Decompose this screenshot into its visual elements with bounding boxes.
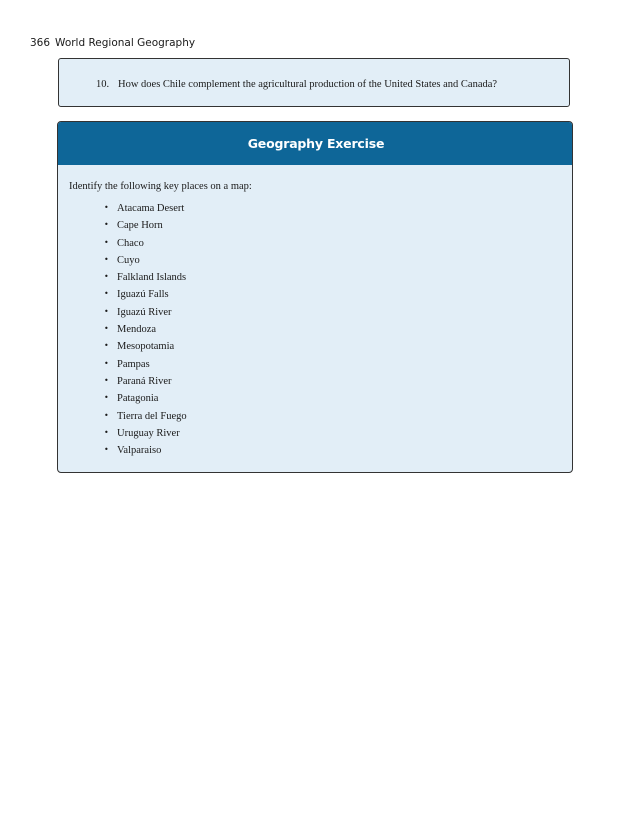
- list-item: [104, 427, 187, 444]
- list-item: [104, 237, 187, 254]
- place-name: Paraná River: [117, 375, 172, 387]
- running-header: [30, 37, 195, 49]
- place-name: Chaco: [117, 237, 144, 249]
- place-name: Atacama Desert: [117, 203, 185, 214]
- place-name: Tierra del Fuego: [117, 410, 187, 422]
- question-text: How does Chile complement the agricultural production of the United States and Canada?: [118, 79, 498, 90]
- page-number: 366: [30, 37, 51, 49]
- list-item: [104, 271, 187, 288]
- exercise-intro: Identify the following key places on a map:: [69, 181, 252, 192]
- bullet-icon: •: [104, 445, 109, 455]
- bullet-icon: •: [104, 289, 109, 299]
- list-item: [104, 219, 187, 236]
- question-box: [58, 58, 570, 107]
- bullet-icon: •: [104, 272, 109, 282]
- geography-exercise-box: [57, 121, 573, 473]
- book-title: World Regional Geography: [55, 37, 196, 49]
- place-name: Patagonia: [117, 393, 159, 405]
- list-item: [104, 288, 187, 305]
- bullet-icon: •: [104, 237, 109, 247]
- place-name: Falkland Islands: [117, 272, 187, 284]
- list-item: [104, 444, 187, 461]
- place-list: [104, 202, 187, 461]
- place-name: Iguazú River: [117, 306, 172, 318]
- bullet-icon: •: [104, 324, 109, 334]
- list-item: [104, 306, 187, 323]
- place-name: Mesopotamia: [117, 341, 175, 353]
- place-name: Valparaiso: [117, 445, 162, 457]
- bullet-icon: •: [104, 203, 109, 212]
- bullet-icon: •: [104, 358, 109, 368]
- place-name: Uruguay River: [117, 427, 180, 439]
- list-item: [104, 358, 187, 375]
- bullet-icon: •: [104, 393, 109, 403]
- bullet-icon: •: [104, 410, 109, 420]
- list-item: [104, 392, 187, 409]
- bullet-icon: •: [104, 427, 109, 437]
- list-item: [104, 323, 187, 340]
- bullet-icon: •: [104, 254, 109, 264]
- exercise-title: Geography Exercise: [247, 135, 385, 151]
- bullet-icon: •: [104, 306, 109, 316]
- list-item: [104, 375, 187, 392]
- bullet-icon: •: [104, 341, 109, 351]
- place-name: Cape Horn: [117, 220, 163, 232]
- list-item: [104, 202, 187, 219]
- list-item: [104, 410, 187, 427]
- list-item: [104, 340, 187, 357]
- question-item: [96, 79, 497, 90]
- bullet-icon: •: [104, 375, 109, 385]
- question-number: 10.: [96, 79, 110, 90]
- place-name: Cuyo: [117, 254, 140, 266]
- place-name: Iguazú Falls: [117, 289, 169, 301]
- bullet-icon: •: [104, 220, 109, 230]
- exercise-header: [57, 121, 573, 165]
- place-name: Pampas: [117, 358, 150, 370]
- place-name: Mendoza: [117, 324, 157, 336]
- list-item: [104, 254, 187, 271]
